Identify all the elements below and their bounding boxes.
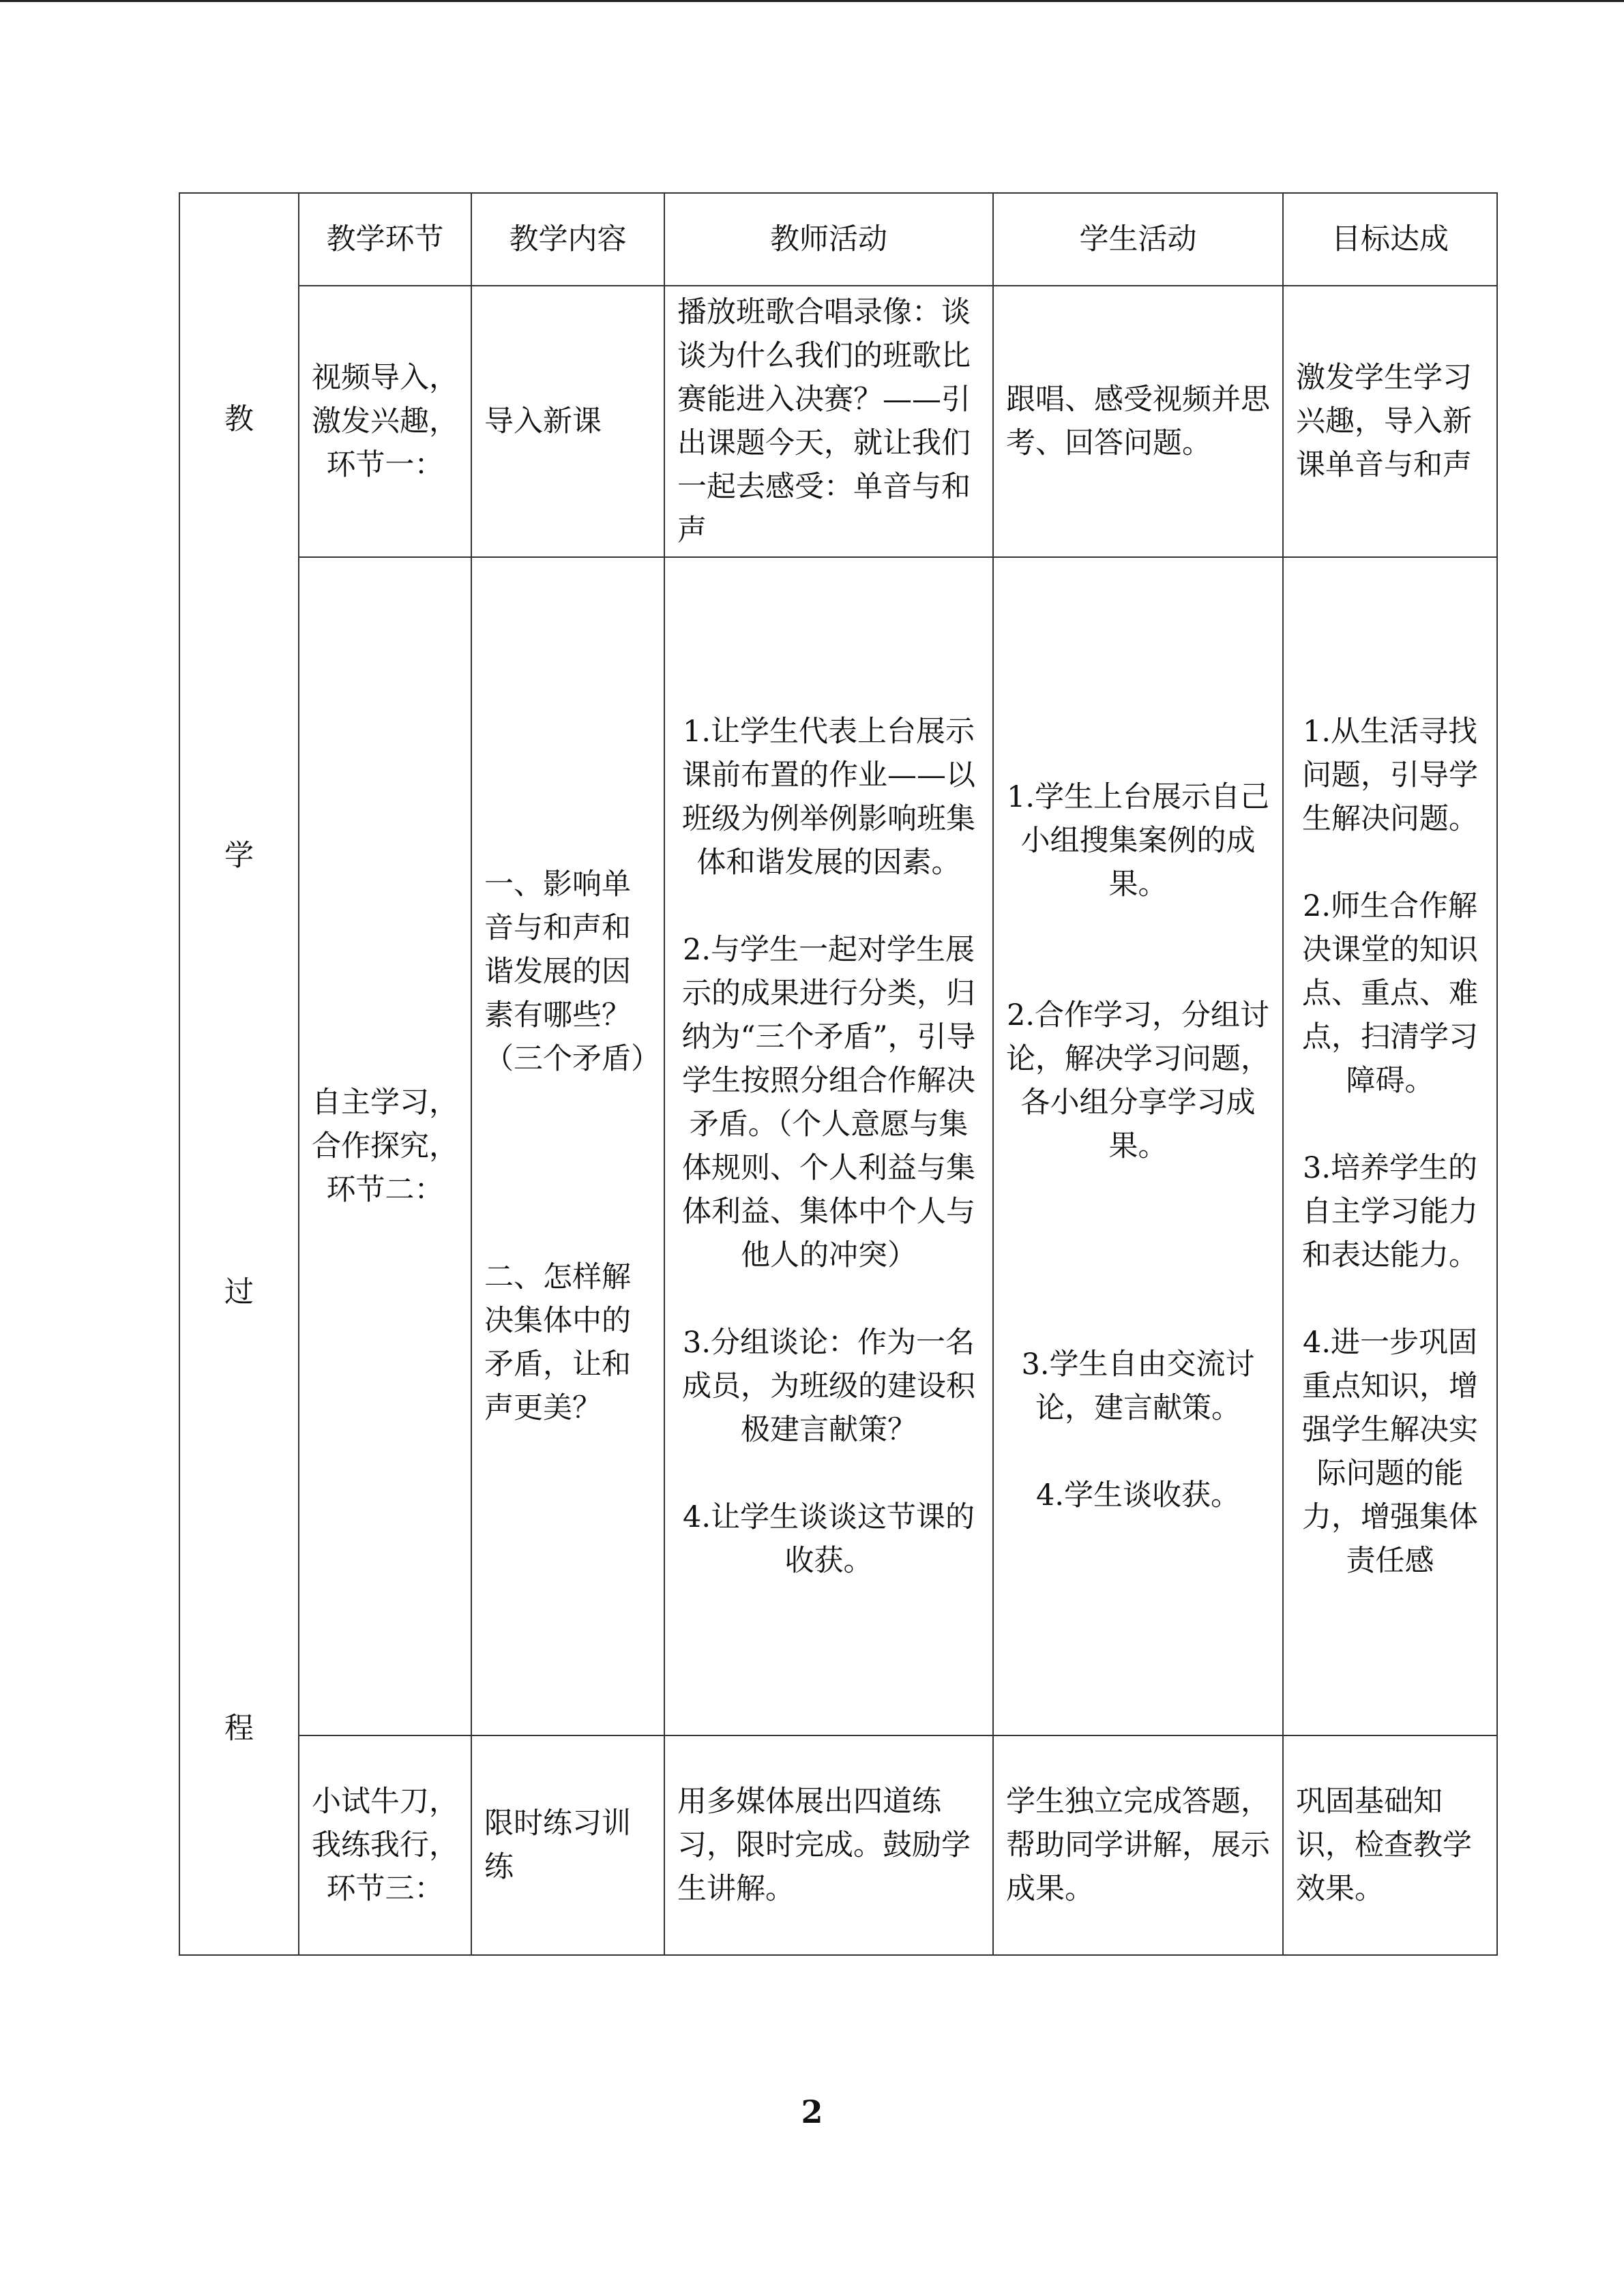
side-label-char: 教 (224, 402, 254, 436)
teacher-cell (664, 557, 993, 1735)
goal-cell: 巩固基础知识，检查教学效果。 (1283, 1735, 1497, 1955)
side-label-char: 程 (224, 1712, 254, 1746)
side-label-char: 过 (224, 1275, 254, 1309)
table-row (179, 557, 1497, 1735)
content-cell: 限时练习训练 (471, 1735, 664, 1955)
goal-item: 1.从生活寻找问题，引导学生解决问题。 (1302, 715, 1478, 836)
stage-cell: 视频导入，激发兴趣，环节一： (299, 286, 471, 557)
student-cell: 跟唱、感受视频并思考、回答问题。 (993, 286, 1283, 557)
teacher-item: 1.让学生代表上台展示课前布置的作业——以班级为例举例影响班集体和谐发展的因素。 (682, 715, 975, 880)
teacher-item: 3.分组谈论：作为一名成员，为班级的建设积极建言献策？ (682, 1326, 975, 1447)
side-label (192, 201, 286, 1947)
student-cell: 学生独立完成答题，帮助同学讲解，展示成果。 (993, 1735, 1283, 1955)
side-label-cell (179, 193, 299, 1955)
header-row (179, 193, 1497, 286)
table-row (179, 1735, 1497, 1955)
content-item: 一、影响单音与和声和谐发展的因素有哪些？（三个矛盾） (484, 867, 660, 1076)
table-row (179, 286, 1497, 557)
student-item: 4.学生谈收获。 (1035, 1478, 1241, 1512)
content-cell: 导入新课 (471, 286, 664, 557)
lesson-plan-table (179, 192, 1498, 1956)
header-goal: 目标达成 (1283, 193, 1497, 286)
header-student: 学生活动 (993, 193, 1283, 286)
teacher-item: 4.让学生谈谈这节课的收获。 (682, 1500, 975, 1578)
header-teacher: 教师活动 (664, 193, 993, 286)
goal-item: 2.师生合作解决课堂的知识点、重点、难点，扫清学习障碍。 (1302, 889, 1478, 1098)
header-content: 教学内容 (471, 193, 664, 286)
goal-item: 4.进一步巩固重点知识，增强学生解决实际问题的能力，增强集体责任感 (1302, 1326, 1478, 1578)
student-item: 1.学生上台展示自己小组搜集案例的成果。 (1006, 780, 1270, 901)
header-stage: 教学环节 (299, 193, 471, 286)
side-label-char: 学 (224, 839, 254, 873)
teacher-cell: 播放班歌合唱录像：谈谈为什么我们的班歌比赛能进入决赛？——引出课题今天，就让我们一起去感受：单音与和声 (664, 286, 993, 557)
content-cell (471, 557, 664, 1735)
teacher-cell: 用多媒体展出四道练习，限时完成。鼓励学生讲解。 (664, 1735, 993, 1955)
goal-cell: 激发学生学习兴趣，导入新课单音与和声 (1283, 286, 1497, 557)
goal-cell (1283, 557, 1497, 1735)
page-number: 2 (801, 2093, 823, 2130)
teacher-item: 2.与学生一起对学生展示的成果进行分类，归纳为“三个矛盾”，引导学生按照分组合作解决矛盾。（个人意愿与集体规则、个人利益与集体利益、集体中个人与他人的冲突） (681, 933, 976, 1272)
student-item: 3.学生自由交流讨论，建言献策。 (1021, 1347, 1255, 1425)
stage-cell: 自主学习，合作探究，环节二： (299, 557, 471, 1735)
student-item: 2.合作学习，分组讨论，解决学习问题，各小组分享学习成果。 (1006, 998, 1270, 1163)
student-cell (993, 557, 1283, 1735)
goal-item: 3.培养学生的自主学习能力和表达能力。 (1302, 1151, 1478, 1272)
page-top-rule (0, 0, 1624, 2)
content-item: 二、怎样解决集体中的矛盾，让和声更美？ (484, 1260, 631, 1425)
stage-cell: 小试牛刀，我练我行，环节三： (299, 1735, 471, 1955)
